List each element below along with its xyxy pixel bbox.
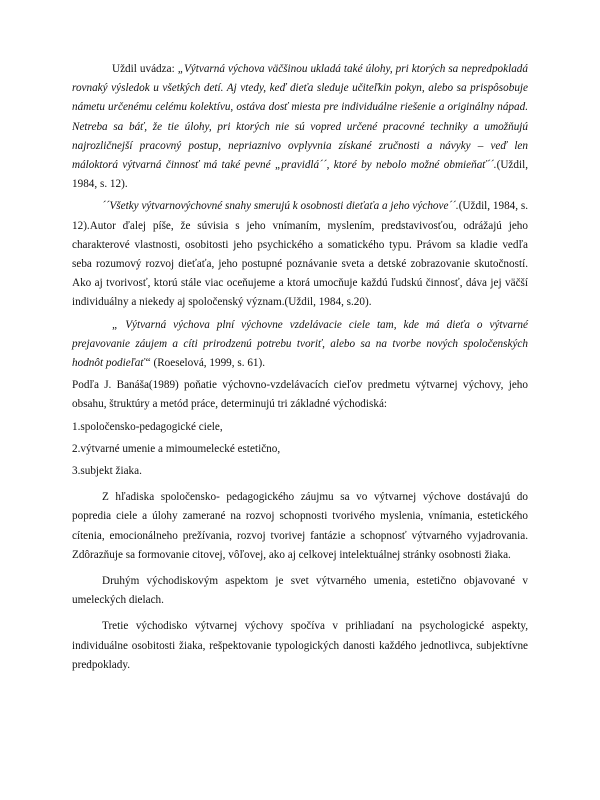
paragraph-art-world: Druhým východiskovým aspektom je svet výtvarného umenia, estetično objavované v umeleckých dielach. <box>72 575 528 607</box>
citation: (Roeselová, 1999, s. 61). <box>150 357 266 370</box>
list-item: 1.spoločensko-pedagogické ciele, <box>72 420 223 433</box>
paragraph-banas: Podľa J. Banáša(1989) poňatie výchovno-vzdelávacích cieľov predmetu výtvarnej výchovy, jeho obsahu, štruktúry a metód práce, determinujú tri základné východiská: <box>72 379 528 411</box>
paragraph-social-pedagogical: Z hľadiska spoločensko- pedagogického záujmu sa vo výtvarnej výchove dostávajú do popredia ciele a úlohy zamerané na rozvoj schopnosti tvorivého myslenia, vnímania, estetického cítenia, emocionálneho prežívania, rozvoj tvorivej fantázie a schopnosť výtvarného vyjadrovania. Zdôrazňuje sa formovanie citovej, vôľovej, ako aj celkovej intelektuálnej stránky osobnosti žiaka. <box>72 491 528 561</box>
document-page <box>72 60 528 678</box>
paragraph-uzdil-author <box>72 197 528 312</box>
quote-text: „Výtvarná výchova väčšinou ukladá také úlohy, pri ktorých sa nepredpokladá rovnaký výsledok u všetkých detí. Aj vtedy, keď dieťa sleduje učiteľkin pokyn, alebo sa prispôsobuje námetu určenému celému kolektívu, ostáva dosť miesta pre individuálne riešenie a originálny nápad. Netreba sa báť, že tie úlohy, pri ktorých nie sú vopred určené pracovné techniky a umožňujú najrozličnejší pracovný postup, nepriaznivo ovplyvnia získané zručnosti a návyky – veď len máloktorá výtvarná činnosť má také pevné „pravidlá´´, ktoré by nebolo možné obmieňať´´. <box>72 63 528 172</box>
list-item: 3.subjekt žiaka. <box>72 465 142 478</box>
paragraph-text: (Uždil, 1984, s. 12).Autor ďalej píše, že súvisia s jeho vnímaním, myslením, predstavivosťou, odrážajú jeho charakterové vlastnosti, osobitosti jeho psychického a somatického typu. Právom sa kladie vedľa seba rozumový rozvoj dieťaťa, jeho postupné poznávanie sveta a detské zobrazovanie skutočností. Ako aj tvorivosť, ktorú stále viac oceňujeme a ktorá umocňuje každú ľudskú činnosť, dáva jej väčší individuálny a niekedy aj spoločenský význam.(Uždil, 1984, s.20). <box>72 200 528 309</box>
paragraph-psychological: Tretie východisko výtvarnej výchovy spočíva v prihliadaní na psychologické aspekty, individuálne osobitosti žiaka, rešpektovanie typologických danosti každého jednotlivca, subjektívne predpoklady. <box>72 620 528 671</box>
quote-text: „ Výtvarná výchova plní výchovne vzdelávacie ciele tam, kde má dieťa o výtvarné prejavovanie záujem a cíti prirodzenú potrebu tvoriť, alebo sa na tvorbe nových spoločenských hodnôt podieľať“ <box>72 318 528 370</box>
citation: (Uždil, 1984, s. 12). <box>72 159 528 191</box>
paragraph-roeselova-quote <box>72 316 528 374</box>
quote-text: ´´Všetky výtvarnovýchovné snahy smerujú k osobnosti dieťaťa a jeho výchove´´. <box>102 200 459 213</box>
list-item: 2.výtvarné umenie a mimoumelecké estetično, <box>72 442 281 455</box>
paragraph-uzdil-quote <box>72 60 528 194</box>
paragraph-intro: Uždil uvádza: <box>112 63 178 75</box>
